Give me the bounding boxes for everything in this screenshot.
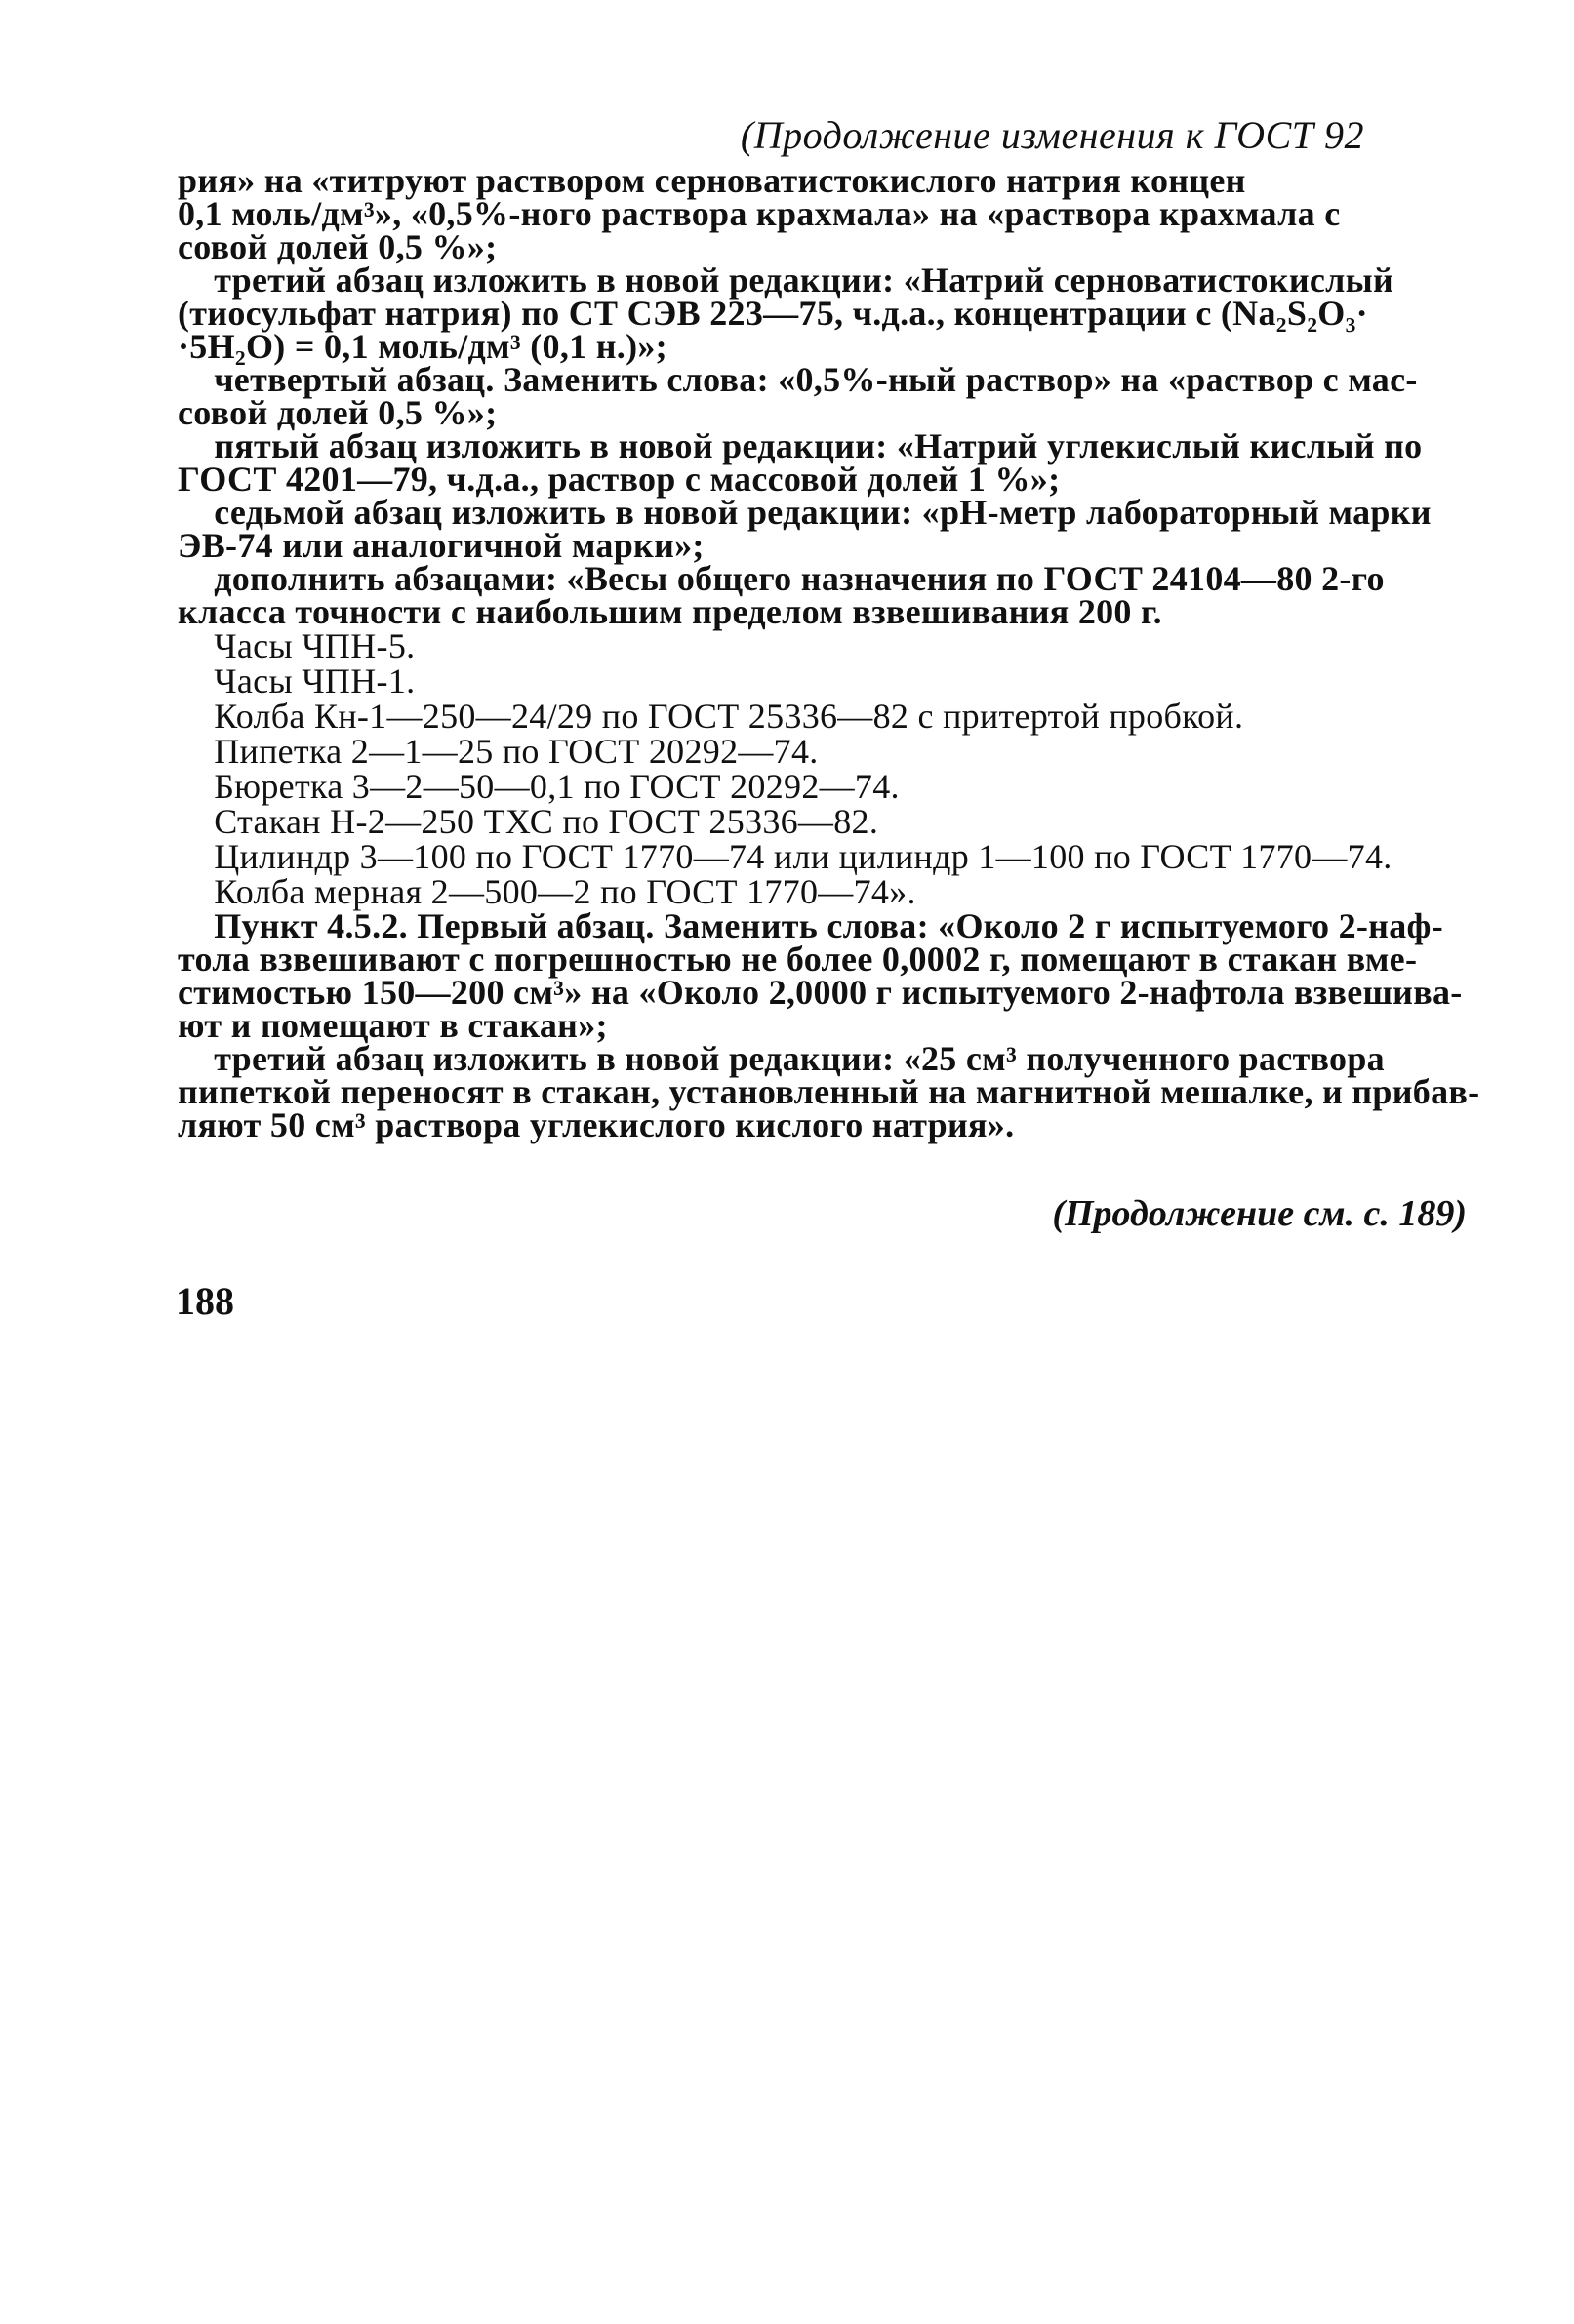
list-item: Пипетка 2—1—25 по ГОСТ 20292—74.	[178, 732, 819, 771]
list-item: Стакан Н-2—250 ТХС по ГОСТ 25336—82.	[178, 802, 879, 841]
text-line: стимостью 150—200 см³» на «Около 2,0000 г испытуемого 2-нафтола взвешива-	[178, 973, 1463, 1012]
text-line: седьмой абзац изложить в новой редакции: «рН-метр лабораторный марки	[178, 493, 1432, 532]
page-number: 188	[176, 1279, 234, 1323]
list-item: Бюретка 3—2—50—0,1 по ГОСТ 20292—74.	[178, 767, 900, 806]
text-line: пипеткой переносят в стакан, установленный на магнитной мешалке, и прибав-	[178, 1072, 1480, 1111]
continued-note: (Продолжение см. с. 189)	[1052, 1193, 1467, 1234]
text-line: совой долей 0,5 %»;	[178, 227, 498, 266]
text-line: совой долей 0,5 %»;	[178, 393, 498, 432]
page-header: (Продолжение изменения к ГОСТ 92	[740, 113, 1364, 157]
text-line: третий абзац изложить в новой редакции: «Натрий серноватистокислый	[178, 260, 1394, 300]
text-line: четвертый абзац. Заменить слова: «0,5%-ный раствор» на «раствор с мас-	[178, 360, 1418, 399]
list-item: Часы ЧПН-1.	[178, 661, 416, 701]
text-line: ляют 50 см³ раствора углекислого кислого натрия».	[178, 1105, 1015, 1144]
text-line: ют и помещают в стакан»;	[178, 1006, 608, 1045]
text-line: ЭВ-74 или аналогичной марки»;	[178, 526, 705, 565]
text-line: третий абзац изложить в новой редакции: «25 см³ полученного раствора	[178, 1039, 1385, 1078]
text-line: пятый абзац изложить в новой редакции: «Натрий углекислый кислый по	[178, 426, 1423, 465]
text-line: ·5H₂O) = 0,1 моль/дм³ (0,1 н.)»;	[178, 327, 667, 366]
text-line: дополнить абзацами: «Весы общего назначения по ГОСТ 24104—80 2-го	[178, 559, 1385, 598]
text-line: (тиосульфат натрия) по СТ СЭВ 223—75, ч.д.а., концентрации с (Na₂S₂O₃·	[178, 294, 1368, 333]
text-line: 0,1 моль/дм³», «0,5%-ного раствора крахмала» на «раствора крахмала с	[178, 194, 1341, 233]
list-item: Часы ЧПН-5.	[178, 626, 416, 665]
text-line: класса точности с наибольшим пределом взвешивания 200 г.	[178, 592, 1162, 631]
text-line: рия» на «титруют раствором серноватистокислого натрия концен	[178, 161, 1246, 200]
text-line: Пункт 4.5.2. Первый абзац. Заменить слова: «Около 2 г испытуемого 2-наф-	[178, 906, 1444, 945]
list-item: Цилиндр 3—100 по ГОСТ 1770—74 или цилиндр 1—100 по ГОСТ 1770—74.	[178, 837, 1392, 876]
list-item: Колба Кн-1—250—24/29 по ГОСТ 25336—82 с притертой пробкой.	[178, 697, 1244, 736]
body-text	[178, 161, 1480, 1144]
list-item: Колба мерная 2—500—2 по ГОСТ 1770—74».	[178, 872, 916, 911]
text-line: ГОСТ 4201—79, ч.д.а., раствор с массовой долей 1 %»;	[178, 460, 1061, 499]
text-line: тола взвешивают с погрешностью не более 0,0002 г, помещают в стакан вме-	[178, 940, 1418, 979]
